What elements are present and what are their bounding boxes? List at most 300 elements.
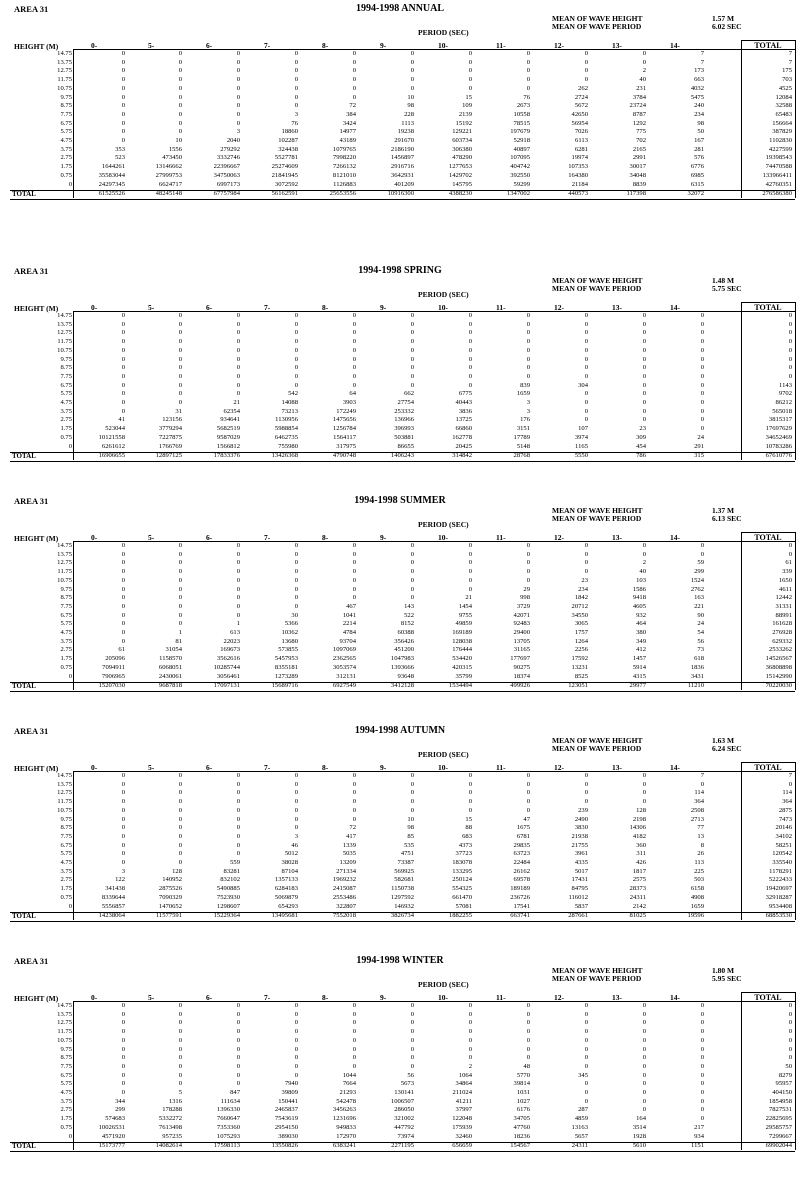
- table-cell: 5556857: [101, 902, 125, 910]
- total-column-right-rule: [795, 302, 796, 460]
- total-row-label: TOTAL: [12, 190, 36, 199]
- table-cell: 0: [642, 1019, 646, 1027]
- table-cell: 0: [121, 1036, 125, 1044]
- table-cell: 0: [352, 780, 356, 788]
- table-cell: 0: [700, 1115, 704, 1123]
- table-cell: 0: [178, 1028, 182, 1036]
- table-cell: 0: [468, 50, 472, 57]
- table-cell: 0: [468, 585, 472, 593]
- table-cell: 0: [294, 559, 298, 567]
- table-cell: 7: [700, 772, 704, 779]
- table-cell: 21: [233, 399, 240, 406]
- table-cell: 0: [352, 1019, 356, 1027]
- table-cell: 0: [584, 372, 588, 380]
- table-cell: 0: [236, 568, 240, 576]
- table-cell: 90275: [513, 663, 530, 671]
- table-cell: 451200: [394, 646, 414, 654]
- table-cell: 136966: [394, 416, 414, 424]
- table-cell: 3053574: [332, 663, 356, 671]
- table-cell: 0: [178, 815, 182, 823]
- table-cell: 0: [236, 364, 240, 372]
- height-row-label: 1.75: [60, 425, 72, 433]
- table-cell: 0: [294, 568, 298, 576]
- table-cell: 176: [520, 416, 530, 424]
- table-cell: 0: [468, 1028, 472, 1036]
- table-cell: 0: [584, 364, 588, 372]
- row-total-cell: 3815317: [768, 416, 792, 424]
- table-cell: 0: [236, 84, 240, 92]
- table-cell: 0: [352, 542, 356, 549]
- table-cell: 0: [294, 824, 298, 832]
- table-cell: 2553486: [332, 893, 356, 901]
- table-cell: 0: [352, 76, 356, 84]
- table-cell: 10558: [513, 110, 530, 118]
- period-header: 9-: [380, 993, 387, 1002]
- table-cell: 2256: [574, 646, 588, 654]
- table-cell: 6176: [516, 1106, 530, 1114]
- table-cell: 503: [694, 876, 704, 884]
- column-total-cell: 25653556: [329, 190, 356, 198]
- period-label: PERIOD (SEC): [418, 28, 469, 37]
- table-cell: 0: [584, 1002, 588, 1009]
- table-cell: 0: [178, 67, 182, 75]
- row-total-cell: 4227599: [768, 145, 792, 153]
- table-cell: 69578: [513, 876, 530, 884]
- row-total-cell: 58251: [775, 841, 792, 849]
- height-row-label: 11.75: [57, 568, 72, 576]
- row-total-cell: 12442: [775, 594, 792, 602]
- mean-period-value: 6.24 SEC: [712, 744, 742, 753]
- table-cell: 86655: [397, 442, 414, 450]
- table-cell: 4335: [574, 859, 588, 866]
- table-cell: 0: [178, 390, 182, 398]
- table-cell: 0: [294, 576, 298, 584]
- table-cell: 5988854: [274, 425, 298, 433]
- height-row-label: 4.75: [60, 859, 72, 866]
- table-cell: 0: [700, 399, 704, 406]
- table-cell: 0: [642, 390, 646, 398]
- row-total-cell: 339: [782, 568, 792, 576]
- table-cell: 279292: [220, 145, 240, 153]
- table-cell: 23: [581, 576, 588, 584]
- table-cell: 10121558: [98, 433, 125, 441]
- table-cell: 2415087: [332, 885, 356, 893]
- table-cell: 1130956: [275, 416, 298, 424]
- table-cell: 0: [294, 381, 298, 389]
- column-total-cell: 61525526: [98, 190, 125, 198]
- table-cell: 2139: [458, 110, 472, 118]
- table-cell: 0: [642, 1002, 646, 1009]
- table-cell: 0: [121, 602, 125, 610]
- table-cell: 0: [584, 320, 588, 328]
- table-cell: 0: [642, 1106, 646, 1114]
- table-cell: 0: [352, 594, 356, 602]
- table-cell: 576: [694, 154, 704, 162]
- table-cell: 76: [291, 119, 298, 127]
- table-cell: 478290: [452, 154, 472, 162]
- total-column-right-rule: [795, 532, 796, 690]
- column-total-cell: 24311: [571, 1142, 588, 1150]
- period-header: 0-: [91, 993, 98, 1002]
- table-cell: 0: [526, 780, 530, 788]
- table-cell: 164: [636, 1115, 646, 1123]
- table-cell: 61: [118, 646, 125, 654]
- table-cell: 169189: [452, 629, 472, 636]
- table-cell: 5657: [574, 1132, 588, 1140]
- table-cell: 3332746: [216, 154, 240, 162]
- table-cell: 0: [642, 1045, 646, 1053]
- table-cell: 13209: [339, 859, 356, 866]
- table-cell: 0: [294, 102, 298, 110]
- table-cell: 0: [700, 1045, 704, 1053]
- table-cell: 1277653: [448, 163, 472, 171]
- mean-period-label: MEAN OF WAVE PERIOD: [552, 974, 642, 983]
- table-cell: 0: [468, 780, 472, 788]
- table-cell: 0: [642, 320, 646, 328]
- table-cell: 0: [700, 1089, 704, 1096]
- table-cell: 0: [178, 1062, 182, 1070]
- period-header: 8-: [322, 533, 329, 542]
- table-cell: 114: [694, 789, 704, 797]
- table-cell: 0: [121, 329, 125, 337]
- table-cell: 10285744: [213, 663, 240, 671]
- table-cell: 0: [642, 372, 646, 380]
- table-cell: 3562616: [216, 655, 240, 663]
- table-cell: 72: [349, 102, 356, 110]
- row-total-cell: 133966411: [762, 171, 792, 179]
- table-cell: 1396330: [216, 1106, 240, 1114]
- height-row-label: 7.75: [60, 1062, 72, 1070]
- table-cell: 0: [410, 585, 414, 593]
- table-cell: 0: [294, 1019, 298, 1027]
- table-cell: 0: [468, 364, 472, 372]
- table-cell: 0: [178, 76, 182, 84]
- table-cell: 1041: [342, 611, 356, 619]
- height-row-label: 6.75: [60, 381, 72, 389]
- height-row-label: 4.75: [60, 137, 72, 144]
- table-cell: 0: [178, 1019, 182, 1027]
- table-cell: 6284183: [274, 885, 298, 893]
- table-cell: 0: [584, 1080, 588, 1088]
- table-cell: 0: [526, 806, 530, 814]
- table-cell: 0: [584, 568, 588, 576]
- table-cell: 582681: [394, 876, 414, 884]
- row-total-cell: 387829: [772, 128, 792, 136]
- table-cell: 0: [700, 1010, 704, 1018]
- column-total-cell: 2271195: [391, 1142, 414, 1150]
- table-section: [0, 4, 800, 232]
- table-cell: 35583044: [98, 171, 125, 179]
- table-cell: 3836: [458, 407, 472, 415]
- grand-total-cell: 70220030: [765, 682, 792, 690]
- table-cell: 3514: [632, 1123, 646, 1131]
- table-cell: 2142: [632, 902, 646, 910]
- table-cell: 0: [121, 815, 125, 823]
- table-cell: 0: [526, 76, 530, 84]
- period-header: 6-: [206, 303, 213, 312]
- table-cell: 0: [352, 789, 356, 797]
- table-cell: 0: [700, 390, 704, 398]
- table-cell: 291670: [394, 137, 414, 144]
- table-cell: 0: [178, 585, 182, 593]
- table-cell: 0: [352, 1002, 356, 1009]
- height-row-label: 1.75: [60, 885, 72, 893]
- table-cell: 0: [121, 789, 125, 797]
- table-cell: 0: [584, 1036, 588, 1044]
- table-cell: 231: [636, 84, 646, 92]
- table-cell: 0: [700, 1019, 704, 1027]
- table-cell: 0: [410, 568, 414, 576]
- table-cell: 1027: [516, 1097, 530, 1105]
- table-cell: 2: [642, 559, 646, 567]
- table-cell: 0: [236, 832, 240, 840]
- height-row-label: 3.75: [60, 1097, 72, 1105]
- table-cell: 50: [697, 128, 704, 136]
- table-cell: 1454: [458, 602, 472, 610]
- period-header: 7-: [264, 41, 271, 50]
- table-cell: 559: [230, 859, 240, 866]
- column-total-cell: 499926: [510, 682, 530, 690]
- table-cell: 60388: [397, 629, 414, 636]
- table-cell: 0: [584, 1062, 588, 1070]
- table-cell: 17789: [513, 433, 530, 441]
- table-cell: 0: [352, 1036, 356, 1044]
- mean-height-value: 1.37 M: [712, 506, 735, 515]
- table-cell: 0: [642, 1097, 646, 1105]
- table-cell: 0: [700, 550, 704, 558]
- table-cell: 0: [642, 1080, 646, 1088]
- table-cell: 5770: [516, 1071, 530, 1079]
- table-cell: 0: [352, 1054, 356, 1062]
- table-cell: 98: [407, 824, 414, 832]
- column-total-cell: 56162591: [271, 190, 298, 198]
- table-cell: 0: [236, 602, 240, 610]
- table-cell: 0: [178, 859, 182, 866]
- row-total-cell: 404150: [772, 1089, 792, 1096]
- table-cell: 503881: [394, 433, 414, 441]
- table-cell: 143: [404, 602, 414, 610]
- table-cell: 175939: [452, 1123, 472, 1131]
- row-total-cell: 7473: [778, 815, 792, 823]
- table-cell: 1079765: [332, 145, 356, 153]
- table-cell: 0: [642, 58, 646, 66]
- table-cell: 0: [236, 1028, 240, 1036]
- table-cell: 0: [526, 329, 530, 337]
- table-cell: 569925: [394, 867, 414, 875]
- table-cell: 234: [578, 585, 588, 593]
- table-cell: 2875526: [158, 885, 182, 893]
- table-cell: 21755: [571, 841, 588, 849]
- table-cell: 197679: [510, 128, 530, 136]
- table-cell: 0: [121, 611, 125, 619]
- table-cell: 3072592: [274, 180, 298, 188]
- table-cell: 0: [178, 84, 182, 92]
- table-cell: 356426: [394, 637, 414, 645]
- table-cell: 0: [584, 50, 588, 57]
- table-cell: 10026531: [98, 1123, 125, 1131]
- height-row-label: 14.75: [57, 772, 72, 779]
- mean-period-value: 5.75 SEC: [712, 284, 742, 293]
- table-cell: 0: [700, 1054, 704, 1062]
- table-cell: 24297345: [98, 180, 125, 188]
- table-cell: 0: [294, 1071, 298, 1079]
- table-cell: 2: [642, 67, 646, 75]
- table-cell: 0: [642, 407, 646, 415]
- height-label: HEIGHT (M): [14, 304, 59, 313]
- table-cell: 0: [121, 50, 125, 57]
- period-header: 0-: [91, 41, 98, 50]
- table-cell: 1031: [516, 1089, 530, 1096]
- table-cell: 0: [236, 1062, 240, 1070]
- row-total-cell: 34652469: [765, 433, 792, 441]
- table-cell: 54: [697, 629, 704, 636]
- table-cell: 178288: [162, 1106, 182, 1114]
- table-cell: 98: [697, 119, 704, 127]
- table-cell: 401209: [394, 180, 414, 188]
- period-header: 10-: [438, 303, 448, 312]
- table-cell: 534420: [452, 655, 472, 663]
- table-cell: 618: [694, 655, 704, 663]
- bottom-rule: [10, 461, 795, 462]
- table-cell: 0: [642, 789, 646, 797]
- table-cell: 0: [178, 102, 182, 110]
- table-cell: 10: [407, 815, 414, 823]
- table-cell: 5490885: [216, 885, 240, 893]
- table-cell: 0: [526, 1002, 530, 1009]
- row-total-cell: 31331: [775, 602, 792, 610]
- table-cell: 0: [294, 67, 298, 75]
- table-cell: 0: [642, 1028, 646, 1036]
- table-cell: 0: [584, 329, 588, 337]
- period-label: PERIOD (SEC): [418, 290, 469, 299]
- row-total-cell: 10783286: [765, 442, 792, 450]
- table-cell: 0: [121, 399, 125, 406]
- table-cell: 1766769: [158, 442, 182, 450]
- row-total-cell: 1854958: [768, 1097, 792, 1105]
- table-cell: 0: [584, 1028, 588, 1036]
- table-cell: 0: [236, 329, 240, 337]
- table-cell: 420315: [452, 663, 472, 671]
- table-cell: 0: [642, 798, 646, 806]
- table-cell: 236726: [510, 893, 530, 901]
- table-cell: 755980: [278, 442, 298, 450]
- table-cell: 0: [642, 542, 646, 549]
- table-cell: 0: [294, 789, 298, 797]
- table-cell: 28373: [629, 885, 646, 893]
- column-total-cell: 5550: [574, 452, 588, 460]
- height-row-label: 6.75: [60, 119, 72, 127]
- row-total-cell: 36808898: [765, 663, 792, 671]
- table-cell: 0: [236, 1002, 240, 1009]
- table-cell: 128: [636, 806, 646, 814]
- table-cell: 1339: [342, 841, 356, 849]
- table-cell: 0: [526, 84, 530, 92]
- table-cell: 146932: [394, 902, 414, 910]
- height-row-label: 5.75: [60, 128, 72, 136]
- table-cell: 8152: [400, 620, 414, 628]
- table-cell: 0: [584, 338, 588, 346]
- table-cell: 0: [526, 1054, 530, 1062]
- row-total-cell: 0: [788, 320, 792, 328]
- table-cell: 1456897: [390, 154, 414, 162]
- table-cell: 14088: [281, 399, 298, 406]
- table-cell: 23: [639, 425, 646, 433]
- table-cell: 0: [642, 338, 646, 346]
- table-cell: 20712: [571, 602, 588, 610]
- table-cell: 0: [468, 355, 472, 363]
- table-cell: 0: [121, 390, 125, 398]
- table-cell: 0: [352, 67, 356, 75]
- table-cell: 0: [700, 542, 704, 549]
- table-cell: 34048: [629, 171, 646, 179]
- table-cell: 1429702: [448, 171, 472, 179]
- table-cell: 38028: [281, 859, 298, 866]
- table-cell: 93704: [339, 637, 356, 645]
- table-cell: 0: [236, 1071, 240, 1079]
- height-row-label: 2.75: [60, 154, 72, 162]
- table-cell: 0: [121, 637, 125, 645]
- column-total-cell: 314842: [452, 452, 472, 460]
- table-cell: 10362: [281, 629, 298, 636]
- table-cell: 0: [294, 372, 298, 380]
- table-cell: 0: [121, 1010, 125, 1018]
- table-cell: 10: [407, 93, 414, 101]
- table-cell: 306380: [452, 145, 472, 153]
- height-row-label: 6.75: [60, 611, 72, 619]
- height-row-label: 4.75: [60, 1089, 72, 1096]
- table-cell: 1: [236, 620, 240, 628]
- table-cell: 5148: [516, 442, 530, 450]
- table-cell: 0: [468, 550, 472, 558]
- table-cell: 0: [526, 50, 530, 57]
- mean-height-value: 1.63 M: [712, 736, 735, 745]
- table-cell: 85: [407, 832, 414, 840]
- period-header: 9-: [380, 41, 387, 50]
- row-total-cell: 20146: [775, 824, 792, 832]
- table-cell: 0: [121, 364, 125, 372]
- row-total-cell: 15142990: [765, 672, 792, 680]
- height-row-label: 2.75: [60, 876, 72, 884]
- table-cell: 0: [526, 364, 530, 372]
- table-cell: 0: [468, 1002, 472, 1009]
- table-cell: 83281: [223, 867, 240, 875]
- table-cell: 0: [236, 381, 240, 389]
- table-cell: 2508: [690, 806, 704, 814]
- table-cell: 0: [700, 1036, 704, 1044]
- table-cell: 0: [352, 338, 356, 346]
- table-cell: 0: [642, 1062, 646, 1070]
- table-cell: 0: [410, 50, 414, 57]
- column-total-cell: 17097131: [213, 682, 240, 690]
- table-cell: 0: [700, 780, 704, 788]
- table-cell: 0: [700, 338, 704, 346]
- table-cell: 116012: [568, 893, 588, 901]
- column-total-cell: 663741: [510, 912, 530, 920]
- table-cell: 0: [121, 312, 125, 319]
- table-cell: 0: [294, 338, 298, 346]
- section-title: 1994-1998 AUTUMN: [354, 725, 446, 736]
- table-cell: 0: [352, 568, 356, 576]
- table-cell: 0: [410, 780, 414, 788]
- period-header: 14-: [670, 533, 680, 542]
- table-cell: 84795: [571, 885, 588, 893]
- table-cell: 0: [294, 1002, 298, 1009]
- table-cell: 396993: [394, 425, 414, 433]
- total-column-right-rule: [795, 992, 796, 1150]
- height-label: HEIGHT (M): [14, 42, 59, 51]
- table-cell: 5012: [284, 850, 298, 858]
- table-cell: 0: [468, 568, 472, 576]
